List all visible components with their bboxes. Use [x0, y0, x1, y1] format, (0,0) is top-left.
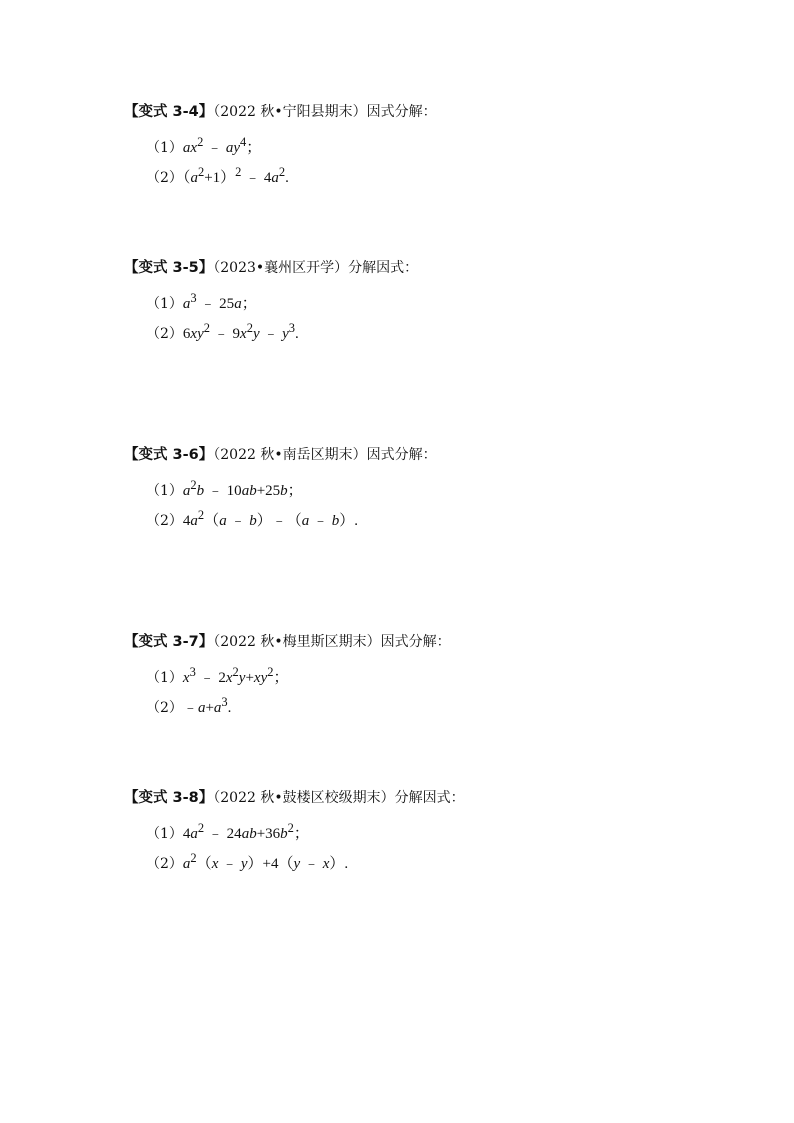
sub-question-number: （2）: [146, 856, 183, 872]
problem-3-8: [124, 786, 724, 870]
math-expression: $4a^2$ ﹣ $24ab+36b^2$；: [182, 821, 309, 842]
problem-3-6: [124, 443, 724, 527]
problem-header: [124, 786, 724, 810]
problem-source: （2022 秋•梅里斯区期末）: [213, 634, 381, 650]
problem-source: （2022 秋•鼓楼区校级期末）: [213, 790, 395, 806]
sub-question-number: （1）: [146, 140, 183, 156]
sub-question-1: [124, 130, 724, 154]
math-expression: $a^2b$ ﹣ 10ab+25b；: [182, 478, 303, 499]
sub-question-number: （2）: [146, 326, 183, 342]
sub-question-1: [124, 660, 724, 684]
problem-header: [124, 256, 724, 280]
problem-3-5: [124, 256, 724, 340]
sub-question-1: [124, 286, 724, 310]
problem-prompt: 分解因式：: [394, 790, 465, 806]
problem-source: （2023•襄州区开学）: [213, 260, 349, 276]
problem-3-7: [124, 630, 724, 714]
sub-question-2: [124, 160, 724, 184]
sub-question-number: （2）: [146, 170, 183, 186]
problem-tag: 【变式 3-7】: [124, 634, 214, 650]
sub-question-2: [124, 316, 724, 340]
math-expression: $x^3$ ﹣ $2x^2y+xy^2$；: [182, 665, 289, 686]
math-expression: $(a^2+1)^2$ ﹣ $4a^2$.: [182, 165, 289, 186]
problem-header: [124, 443, 724, 467]
problem-header: [124, 100, 724, 124]
math-expression: $4a^2(a$ ﹣ b）﹣（a ﹣ b）.: [182, 508, 358, 529]
math-expression: $a^2(x$ ﹣ y）+4（y ﹣ x）.: [182, 851, 349, 872]
problem-source: （2022 秋•宁阳县期末）: [213, 104, 367, 120]
sub-question-2: [124, 503, 724, 527]
sub-question-2: [124, 690, 724, 714]
math-expression: $ax^2$ ﹣ $ay^4$；: [182, 135, 262, 156]
problem-source: （2022 秋•南岳区期末）: [213, 447, 367, 463]
sub-question-number: （1）: [146, 483, 183, 499]
problem-tag: 【变式 3-5】: [124, 260, 214, 276]
sub-question-number: （1）: [146, 296, 183, 312]
sub-question-2: [124, 846, 724, 870]
sub-question-1: [124, 473, 724, 497]
sub-question-number: （1）: [146, 670, 183, 686]
problem-3-4: [124, 100, 724, 184]
problem-tag: 【变式 3-8】: [124, 790, 214, 806]
math-expression: $6xy^2$ ﹣ $9x^2y$ ﹣ $y^3$.: [182, 321, 299, 342]
sub-question-number: （2）: [146, 513, 183, 529]
problem-prompt: 因式分解：: [366, 447, 437, 463]
sub-question-number: （2）: [146, 700, 183, 716]
problem-header: [124, 630, 724, 654]
problem-tag: 【变式 3-6】: [124, 447, 214, 463]
sub-question-number: （1）: [146, 826, 183, 842]
sub-question-1: [124, 816, 724, 840]
problem-prompt: 因式分解：: [380, 634, 451, 650]
problem-tag: 【变式 3-4】: [124, 104, 214, 120]
math-expression: $﹣a+a^3$.: [182, 695, 232, 716]
problem-prompt: 分解因式：: [348, 260, 419, 276]
problem-prompt: 因式分解：: [366, 104, 437, 120]
math-expression: $a^3$ ﹣ 25a；: [182, 291, 257, 312]
